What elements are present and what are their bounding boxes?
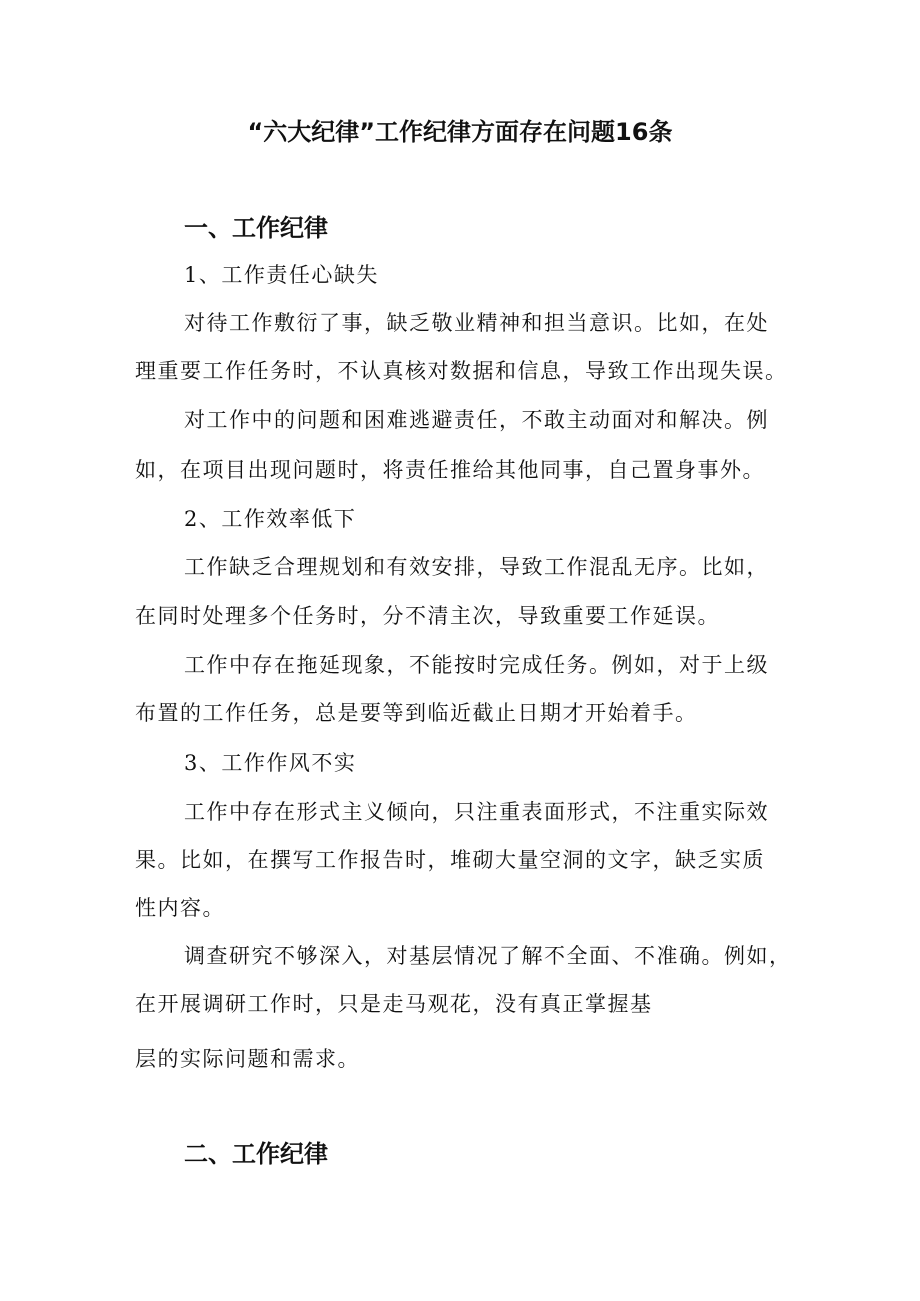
paragraph-line: 如，在项目出现问题时，将责任推给其他同事，自己置身事外。 bbox=[135, 458, 765, 482]
subsection-heading: 2、工作效率低下 bbox=[184, 507, 357, 531]
paragraph-line: 在同时处理多个任务时，分不清主次，导致重要工作延误。 bbox=[135, 604, 720, 628]
paragraph-line: 对待工作敷衍了事，缺乏敬业精神和担当意识。比如，在处 bbox=[184, 311, 769, 335]
subsection-heading: 3、工作作风不实 bbox=[184, 751, 357, 775]
paragraph-line: 工作中存在形式主义倾向，只注重表面形式，不注重实际效 bbox=[184, 800, 769, 824]
paragraph-line: 工作中存在拖延现象，不能按时完成任务。例如，对于上级 bbox=[184, 653, 769, 677]
paragraph-line: 调查研究不够深入，对基层情况了解不全面、不准确。例如， bbox=[184, 944, 792, 968]
paragraph-line: 对工作中的问题和困难逃避责任，不敢主动面对和解决。例 bbox=[184, 408, 769, 432]
paragraph-line: 性内容。 bbox=[135, 896, 225, 920]
paragraph-line: 层的实际问题和需求。 bbox=[135, 1047, 360, 1071]
paragraph-line: 在开展调研工作时，只是走马观花，没有真正掌握基 bbox=[135, 992, 653, 1016]
section-heading: 二、工作纪律 bbox=[184, 1140, 328, 1168]
section-heading: 一、工作纪律 bbox=[184, 214, 328, 242]
subsection-heading: 1、工作责任心缺失 bbox=[184, 263, 379, 287]
paragraph-line: 理重要工作任务时，不认真核对数据和信息，导致工作出现失误。 bbox=[135, 359, 788, 383]
document-title: “六大纪律”工作纪律方面存在问题16条 bbox=[247, 118, 673, 146]
paragraph-line: 工作缺乏合理规划和有效安排，导致工作混乱无序。比如， bbox=[184, 555, 769, 579]
paragraph-line: 果。比如，在撰写工作报告时，堆砌大量空洞的文字，缺乏实质 bbox=[135, 848, 765, 872]
paragraph-line: 布置的工作任务，总是要等到临近截止日期才开始着手。 bbox=[135, 701, 698, 725]
